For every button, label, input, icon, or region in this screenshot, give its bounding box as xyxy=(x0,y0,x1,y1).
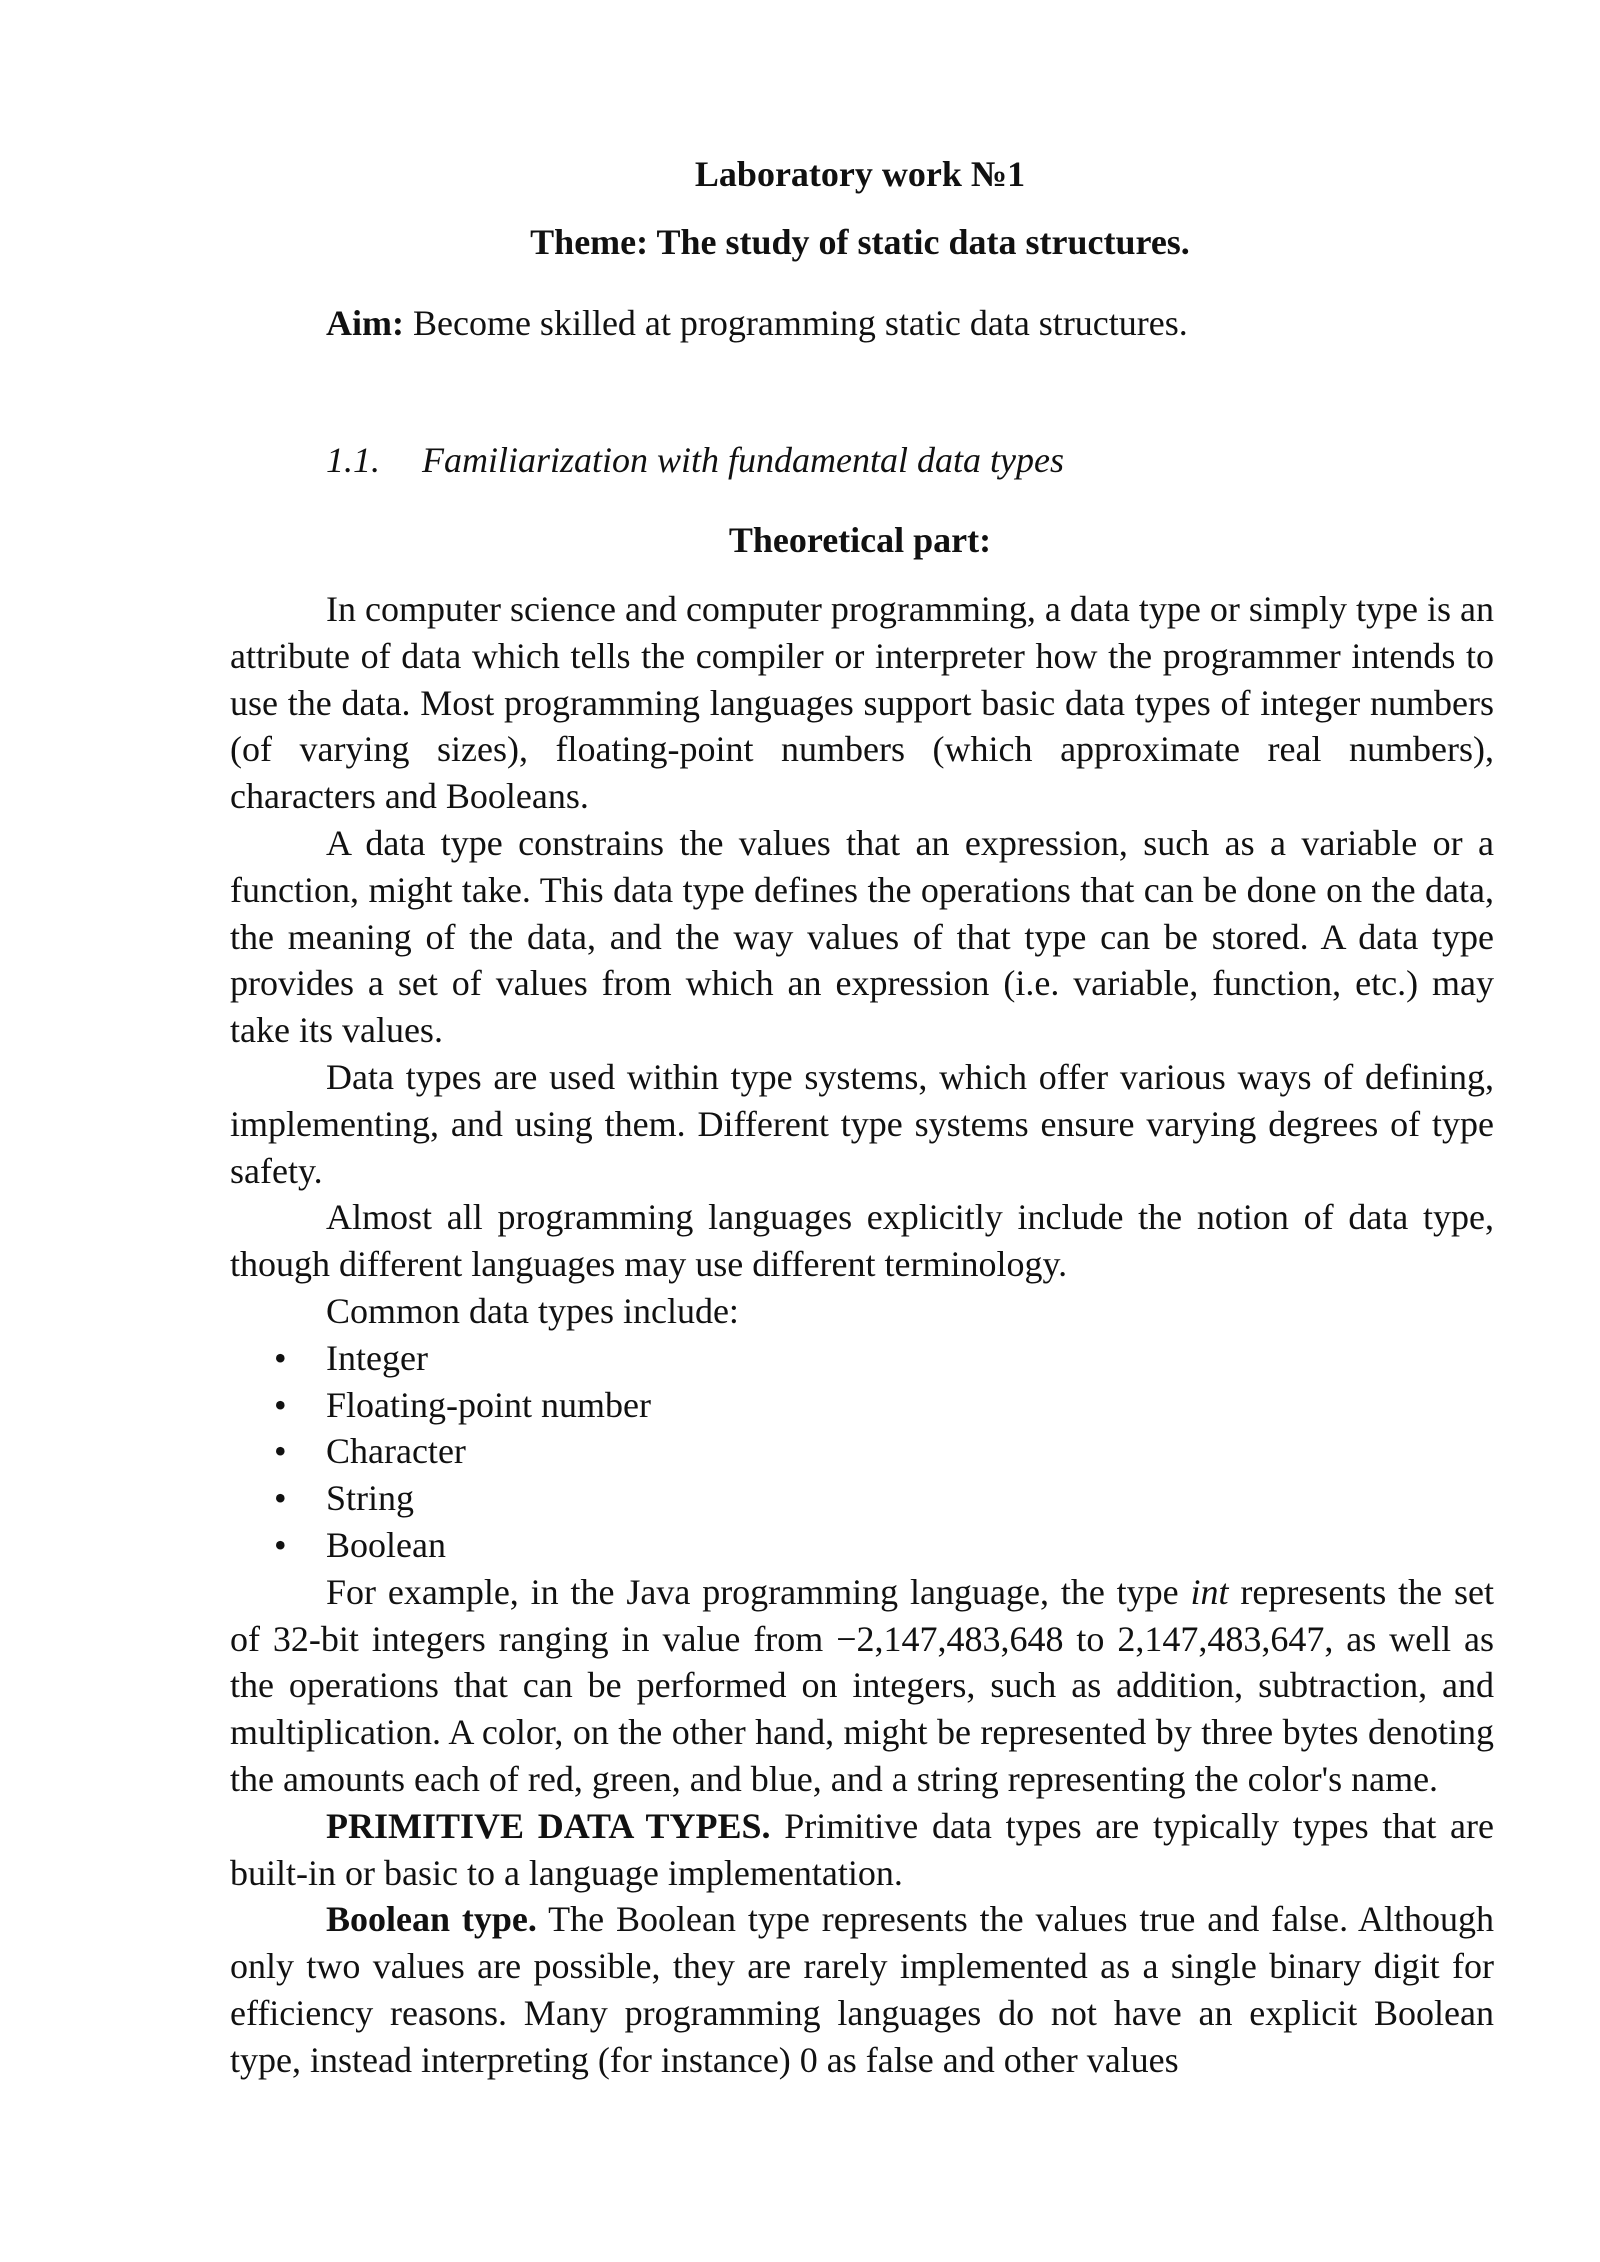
primitive-types-label: PRIMITIVE DATA TYPES. xyxy=(326,1805,771,1846)
paragraph-common-types-intro: Common data types include: xyxy=(326,1290,739,1331)
paragraph-primitive-types xyxy=(230,1803,1494,1897)
paragraph-notion-of-type: Almost all programming languages explicitly include the notion of data type, though different languages may use different terminology. xyxy=(230,1197,1494,1285)
list-item-label: Boolean xyxy=(326,1524,446,1565)
boolean-type-label: Boolean type. xyxy=(326,1899,537,1940)
java-example-text-start: For example, in the Java programming language, the type xyxy=(326,1571,1191,1612)
theme-heading: Theme: The study of static data structures. xyxy=(530,222,1190,262)
lab-title: Laboratory work №1 xyxy=(694,154,1026,194)
list-item-label: Character xyxy=(326,1431,466,1472)
paragraph-type-systems: Data types are used within type systems, which offer various ways of defining, implementing, and using them. Different type systems ensure varying degrees of type safety. xyxy=(230,1056,1494,1191)
theoretical-part-heading: Theoretical part: xyxy=(728,520,992,560)
java-example-text-end: represents the set of 32-bit integers ranging in value from −2,147,483,648 to 2,147,483,647, as well as the operations that can be performed on integers, such as addition, subtraction, and multiplication. A color, on the other hand, might be represented by three bytes denoting the amounts each of red, green, and blue, and a string representing the color's name. xyxy=(230,1571,1494,1799)
body-text xyxy=(230,586,1494,2084)
list-item-label: Floating-point number xyxy=(326,1384,651,1425)
primitive-types-text: Primitive data types are typically types that are built-in or basic to a language implementation. xyxy=(230,1805,1495,1893)
section-heading xyxy=(326,438,1064,482)
aim-label: Aim: xyxy=(326,303,404,343)
aim-text: Become skilled at programming static data structures. xyxy=(403,303,1188,343)
list-item xyxy=(230,1428,1494,1475)
bullet-icon: • xyxy=(274,1337,287,1378)
bullet-icon: • xyxy=(274,1524,287,1565)
bullet-icon: • xyxy=(274,1431,287,1472)
int-keyword: int xyxy=(1190,1571,1229,1612)
boolean-type-text: The Boolean type represents the values true and false. Although only two values are possible, they are rarely implemented as a single binary digit for efficiency reasons. Many programming languages do not have an explicit Boolean type, instead interpreting (for instance) 0 as false and other values xyxy=(230,1899,1494,2080)
paragraph-data-type-constraints: A data type constrains the values that an expression, such as a variable or a function, might take. This data type defines the operations that can be done on the data, the meaning of the data, and the way values of that type can be stored. A data type provides a set of values from which an expression (i.e. variable, function, etc.) may take its values. xyxy=(230,822,1494,1051)
bullet-icon: • xyxy=(274,1478,287,1519)
list-item xyxy=(230,1475,1494,1522)
list-item xyxy=(230,1382,1494,1429)
paragraph-java-example xyxy=(230,1569,1494,1803)
aim-line xyxy=(326,301,1188,345)
section-title: Familiarization with fundamental data types xyxy=(422,440,1064,480)
list-item xyxy=(230,1522,1494,1569)
data-types-list xyxy=(230,1335,1494,1569)
list-item-label: String xyxy=(326,1478,415,1519)
list-item xyxy=(230,1335,1494,1382)
section-number: 1.1. xyxy=(326,440,380,480)
paragraph-boolean-type xyxy=(230,1896,1494,2083)
paragraph-data-type-definition: In computer science and computer programming, a data type or simply type is an attribute of data which tells the compiler or interpreter how the programmer intends to use the data. Most programming languages support basic data types of integer numbers (of varying sizes), floating-point numbers (which approximate real numbers), characters and Booleans. xyxy=(230,589,1494,817)
bullet-icon: • xyxy=(274,1384,287,1425)
list-item-label: Integer xyxy=(326,1337,428,1378)
